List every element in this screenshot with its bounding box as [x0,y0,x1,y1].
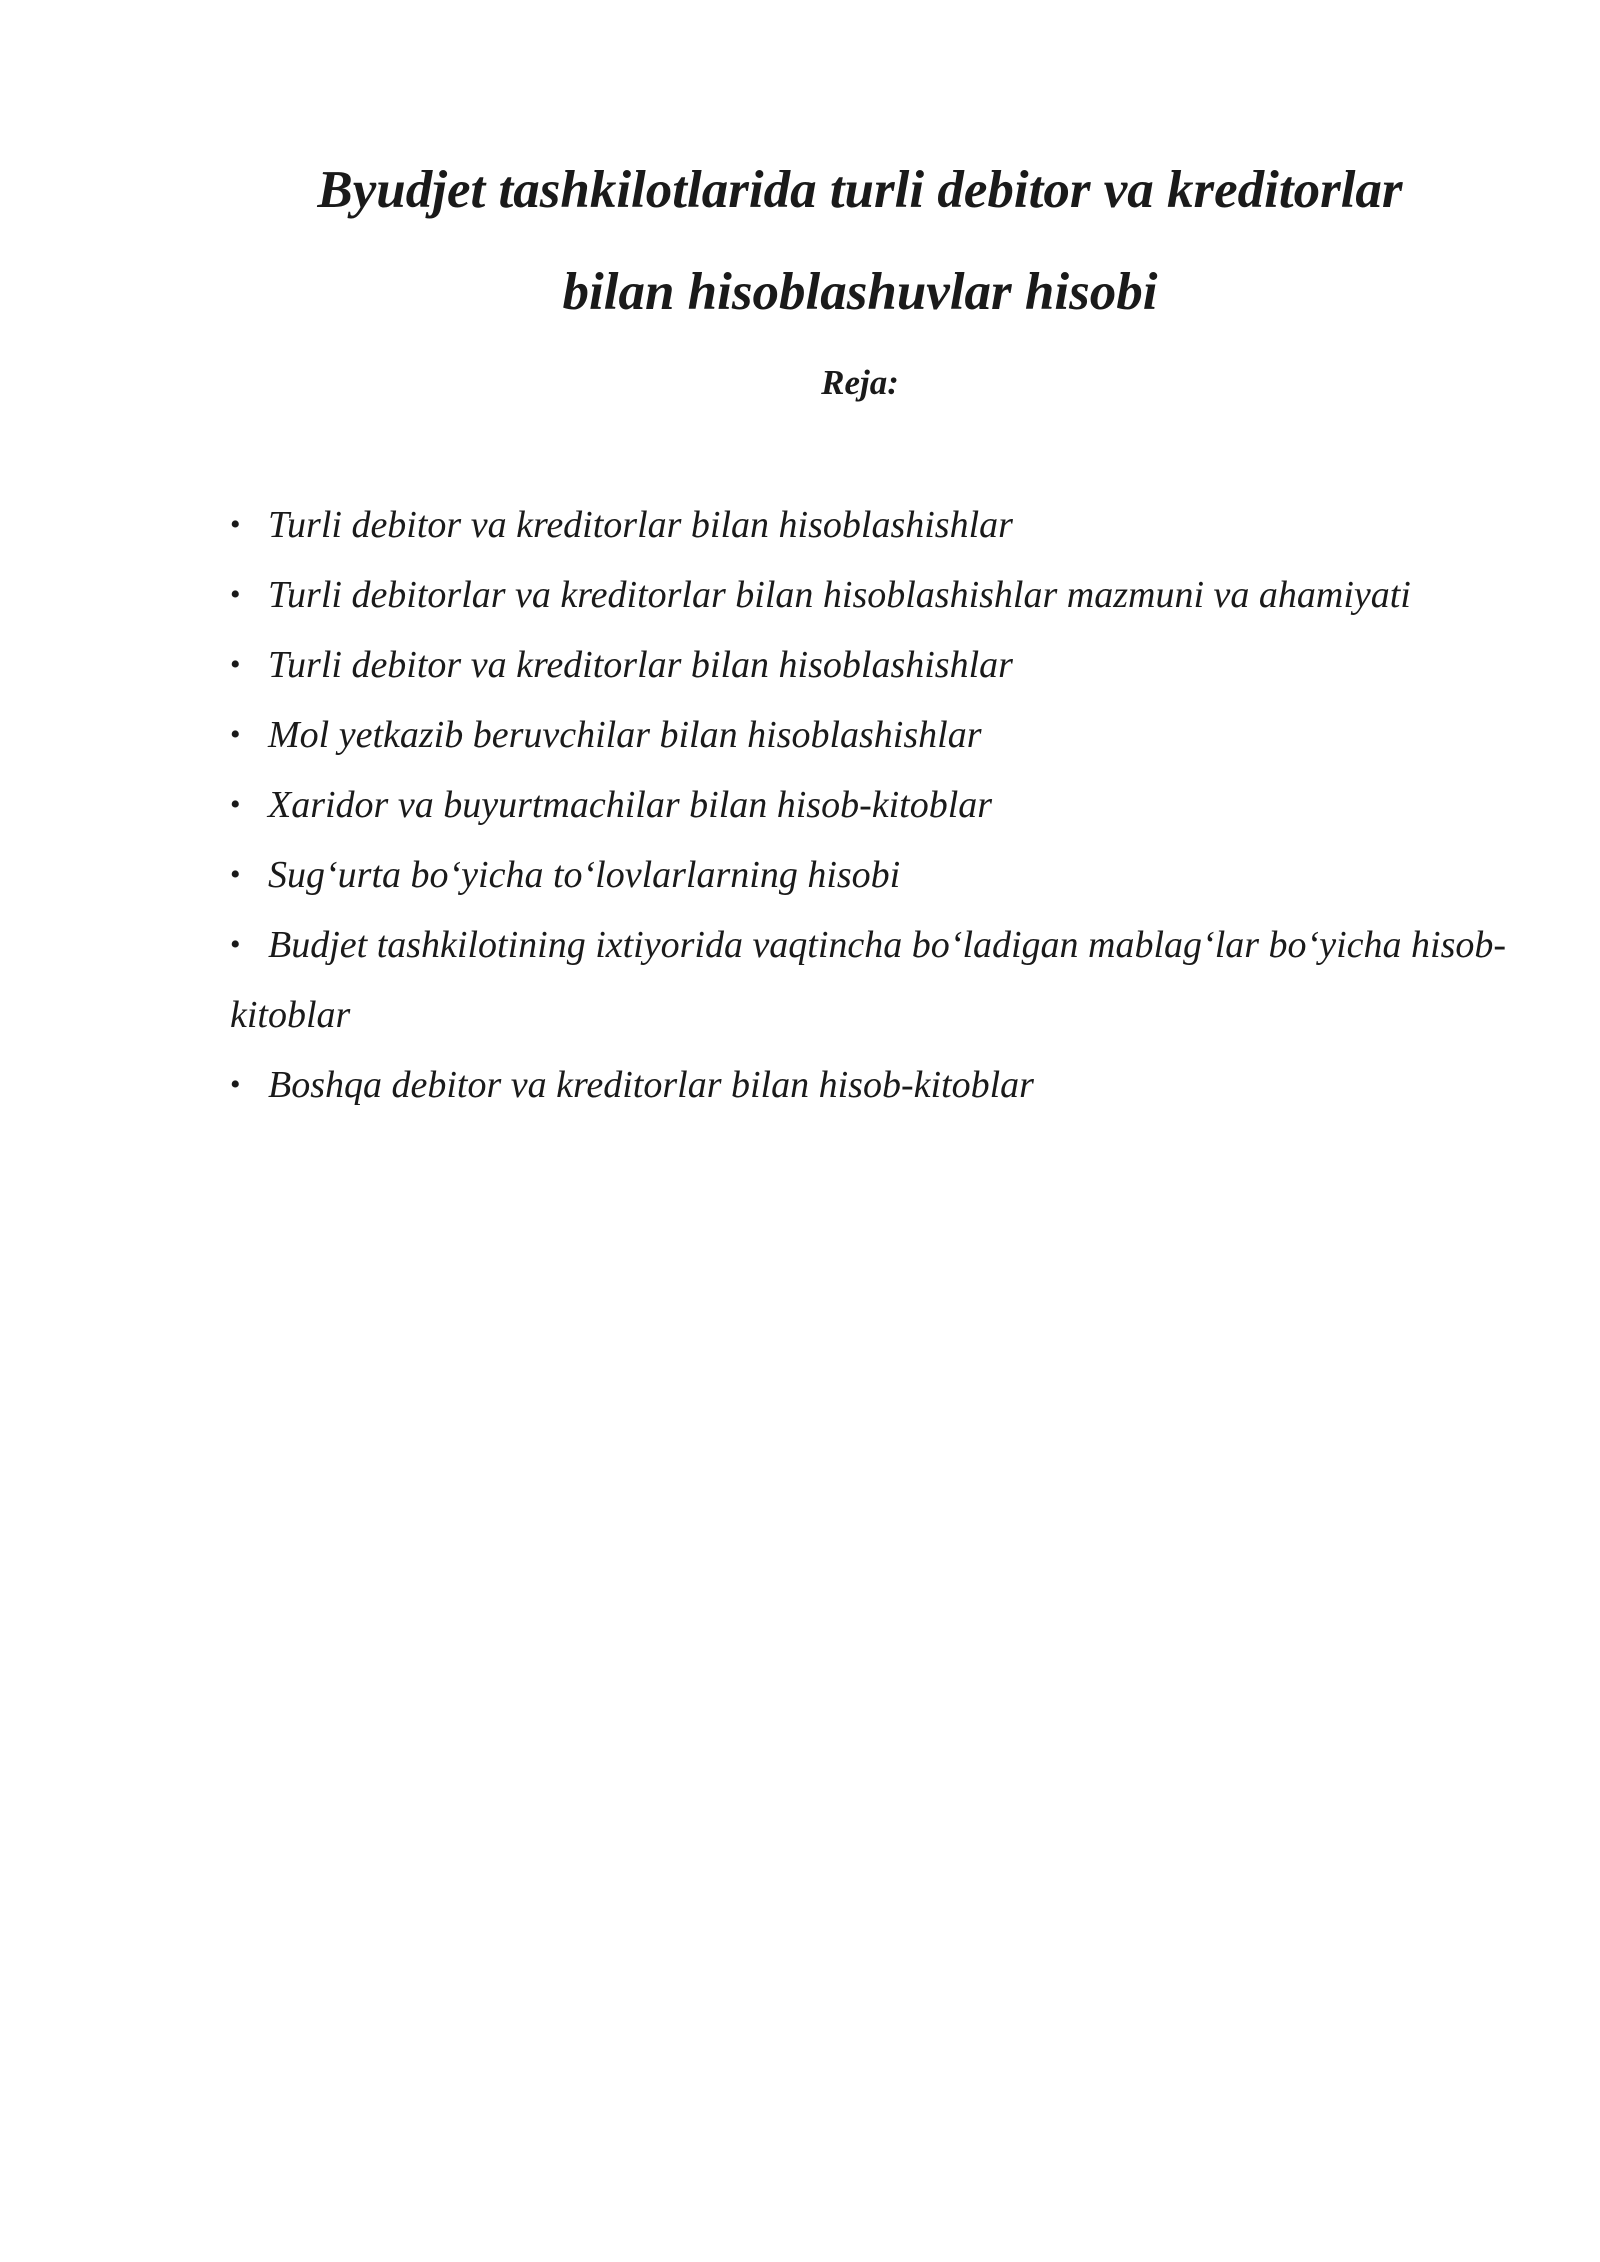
plan-item [230,840,1520,910]
plan-item-text: Budjet tashkilotining ixtiyorida vaqtincha bo‘ladigan mablag‘lar bo‘yicha hisob-kitoblar [230,924,1507,1036]
plan-item [230,700,1520,770]
bullet-icon: • [230,788,241,821]
document-title-line-2: bilan hisoblashuvlar hisobi [562,263,1158,321]
bullet-icon: • [230,928,241,961]
plan-item [230,630,1520,700]
bullet-icon: • [230,648,241,681]
plan-item [230,560,1520,630]
plan-item [230,490,1520,560]
plan-item [230,1050,1520,1120]
plan-item-text: Boshqa debitor va kreditorlar bilan hisob-kitoblar [268,1064,1034,1106]
plan-item [230,910,1520,1050]
plan-item-text: Mol yetkazib beruvchilar bilan hisoblashishlar [268,714,982,756]
plan-item-text: Turli debitorlar va kreditorlar bilan hisoblashishlar mazmuni va ahamiyati [268,574,1411,616]
plan-item [230,770,1520,840]
plan-item-text: Turli debitor va kreditorlar bilan hisoblashishlar [268,504,1013,546]
plan-item-text: Sug‘urta bo‘yicha to‘lovlarlarning hisobi [268,854,901,896]
plan-item-text: Turli debitor va kreditorlar bilan hisoblashishlar [268,644,1013,686]
bullet-icon: • [230,508,241,541]
bullet-icon: • [230,858,241,891]
plan-heading: Reja: [821,363,899,402]
plan-list [230,490,1520,1120]
bullet-icon: • [230,1068,241,1101]
document-title-line-1: Byudjet tashkilotlarida turli debitor va kreditorlar [317,161,1403,219]
bullet-icon: • [230,718,241,751]
bullet-icon: • [230,578,241,611]
plan-item-text: Xaridor va buyurtmachilar bilan hisob-kitoblar [268,784,993,826]
